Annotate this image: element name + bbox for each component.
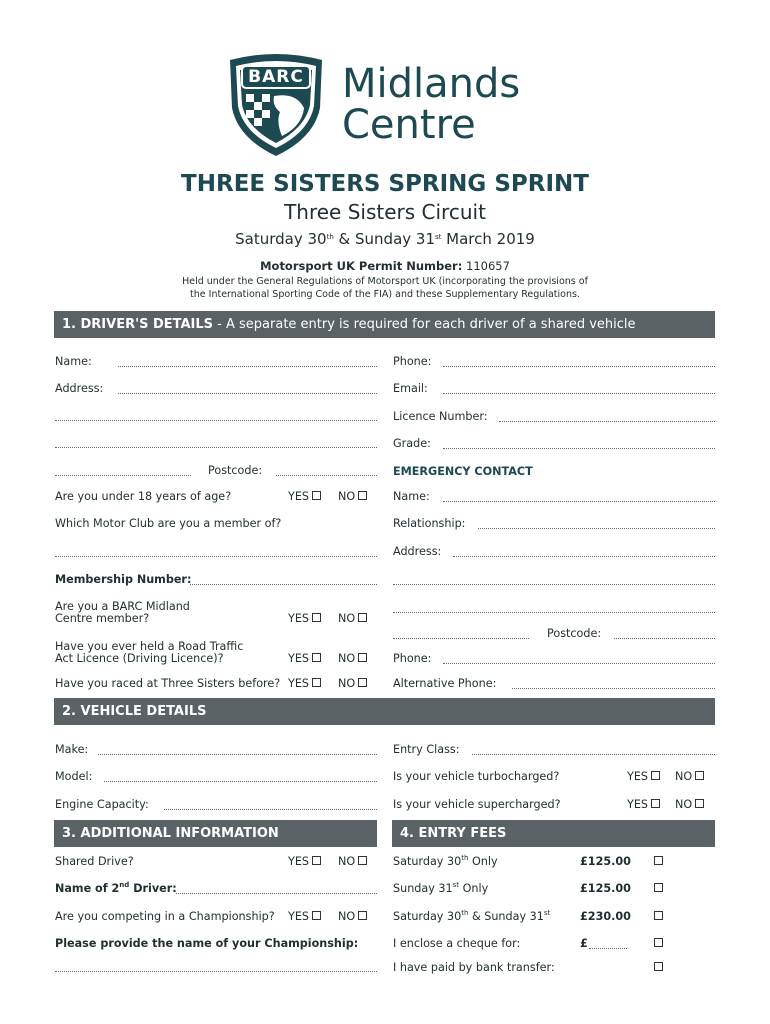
section4-header: 4. ENTRY FEES (392, 820, 715, 847)
championship-name-input[interactable] (55, 971, 377, 972)
phone-input[interactable] (443, 366, 715, 367)
event-dates: Saturday 30th & Sunday 31st March 2019 (235, 230, 535, 248)
licence-number-input[interactable] (499, 421, 715, 422)
turbo-yes[interactable]: YES (627, 770, 660, 784)
ec-alt-phone-label: Alternative Phone: (393, 677, 497, 690)
make-label: Make: (55, 743, 89, 756)
licence-question-2: Act Licence (Driving Licence)? (55, 652, 224, 665)
super-question: Is your vehicle supercharged? (393, 798, 561, 811)
address-input-3[interactable] (55, 447, 377, 448)
licence-no[interactable]: NO (338, 652, 367, 666)
model-label: Model: (55, 770, 93, 783)
bank-transfer-label: I have paid by bank transfer: (393, 961, 555, 974)
under18-yes[interactable]: YES (288, 490, 321, 504)
ec-address-input-1[interactable] (453, 556, 715, 557)
emergency-contact-heading: EMERGENCY CONTACT (393, 465, 533, 478)
regs-line2: the International Sporting Code of the FIA) and these Supplementary Regulations. (190, 289, 580, 300)
barc-question-2: Centre member? (55, 612, 150, 625)
championship-yes[interactable]: YES (288, 910, 321, 924)
ec-relationship-label: Relationship: (393, 517, 466, 530)
licence-yes[interactable]: YES (288, 652, 321, 666)
ec-alt-phone-input[interactable] (512, 688, 715, 689)
ec-postcode-label: Postcode: (547, 627, 602, 640)
super-yes[interactable]: YES (627, 798, 660, 812)
barc-question-1: Are you a BARC Midland (55, 600, 190, 613)
email-label: Email: (393, 382, 428, 395)
second-driver-label: Name of 2nd Driver: (55, 881, 177, 895)
permit-line: Motorsport UK Permit Number: 110657 (260, 259, 510, 273)
name-input[interactable] (118, 366, 377, 367)
ec-address-label: Address: (393, 545, 442, 558)
barc-shield-logo (224, 52, 328, 158)
membership-label: Membership Number: (55, 573, 192, 586)
ec-postcode-input[interactable] (614, 638, 715, 639)
event-title: THREE SISTERS SPRING SPRINT (181, 171, 589, 197)
fee-both-price: £230.00 (580, 910, 631, 923)
ec-address-input-3[interactable] (393, 612, 715, 613)
email-input[interactable] (443, 393, 715, 394)
fee-sunday-price: £125.00 (580, 882, 631, 895)
venue: Three Sisters Circuit (284, 200, 486, 224)
fee-sunday-label: Sunday 31st Only (393, 881, 489, 895)
raced-question: Have you raced at Three Sisters before? (55, 677, 281, 690)
engine-input[interactable] (164, 809, 377, 810)
barc-no[interactable]: NO (338, 612, 367, 626)
cheque-label: I enclose a cheque for: (393, 937, 521, 950)
entry-class-input[interactable] (472, 754, 715, 755)
ec-name-input[interactable] (443, 501, 715, 502)
address-input-4[interactable] (55, 475, 191, 476)
shared-no[interactable]: NO (338, 855, 367, 869)
entry-class-label: Entry Class: (393, 743, 460, 756)
regs-line1: Held under the General Regulations of Motorsport UK (incorporating the provisions of (182, 276, 588, 287)
turbo-question: Is your vehicle turbocharged? (393, 770, 560, 783)
championship-name-label: Please provide the name of your Championship: (55, 937, 359, 950)
barc-yes[interactable]: YES (288, 612, 321, 626)
model-input[interactable] (104, 781, 377, 782)
super-no[interactable]: NO (675, 798, 704, 812)
membership-input[interactable] (190, 584, 377, 585)
licence-question-1: Have you ever held a Road Traffic (55, 640, 244, 653)
raced-no[interactable]: NO (338, 677, 367, 691)
engine-label: Engine Capacity: (55, 798, 149, 811)
motor-club-input[interactable] (55, 556, 377, 557)
brand-line2: Centre (342, 102, 476, 148)
fee-both-label: Saturday 30th & Sunday 31st (393, 909, 551, 923)
ec-phone-input[interactable] (443, 663, 715, 664)
raced-yes[interactable]: YES (288, 677, 321, 691)
ec-name-label: Name: (393, 490, 430, 503)
name-label: Name: (55, 355, 92, 368)
brand-line1: Midlands (342, 61, 521, 107)
second-driver-input[interactable] (176, 893, 377, 894)
phone-label: Phone: (393, 355, 432, 368)
bank-transfer-checkbox[interactable] (651, 961, 663, 975)
championship-no[interactable]: NO (338, 910, 367, 924)
section1-header: 1. DRIVER'S DETAILS - A separate entry is required for each driver of a shared vehicle (54, 311, 715, 338)
motor-club-question: Which Motor Club are you a member of? (55, 517, 282, 530)
shared-drive-question: Shared Drive? (55, 855, 134, 868)
licence-number-label: Licence Number: (393, 410, 488, 423)
under18-no[interactable]: NO (338, 490, 367, 504)
cheque-currency: £ (580, 937, 588, 950)
cheque-amount-input[interactable] (589, 948, 627, 949)
address-input-1[interactable] (118, 393, 377, 394)
address-input-2[interactable] (55, 420, 377, 421)
postcode-label: Postcode: (208, 464, 263, 477)
ec-relationship-input[interactable] (478, 528, 715, 529)
fee-both-checkbox[interactable] (651, 910, 663, 924)
fee-saturday-price: £125.00 (580, 855, 631, 868)
under18-question: Are you under 18 years of age? (55, 490, 232, 503)
postcode-input[interactable] (276, 475, 377, 476)
fee-saturday-label: Saturday 30th Only (393, 854, 498, 868)
section2-header: 2. VEHICLE DETAILS (54, 698, 715, 725)
section3-header: 3. ADDITIONAL INFORMATION (54, 820, 377, 847)
shared-yes[interactable]: YES (288, 855, 321, 869)
ec-address-input-2[interactable] (393, 584, 715, 585)
championship-question: Are you competing in a Championship? (55, 910, 275, 923)
fee-saturday-checkbox[interactable] (651, 855, 663, 869)
cheque-checkbox[interactable] (651, 937, 663, 951)
make-input[interactable] (98, 754, 377, 755)
turbo-no[interactable]: NO (675, 770, 704, 784)
grade-label: Grade: (393, 437, 431, 450)
grade-input[interactable] (443, 448, 715, 449)
ec-address-input-4[interactable] (393, 638, 529, 639)
ec-phone-label: Phone: (393, 652, 432, 665)
logo-text: BARC (248, 67, 304, 87)
address-label: Address: (55, 382, 104, 395)
fee-sunday-checkbox[interactable] (651, 882, 663, 896)
